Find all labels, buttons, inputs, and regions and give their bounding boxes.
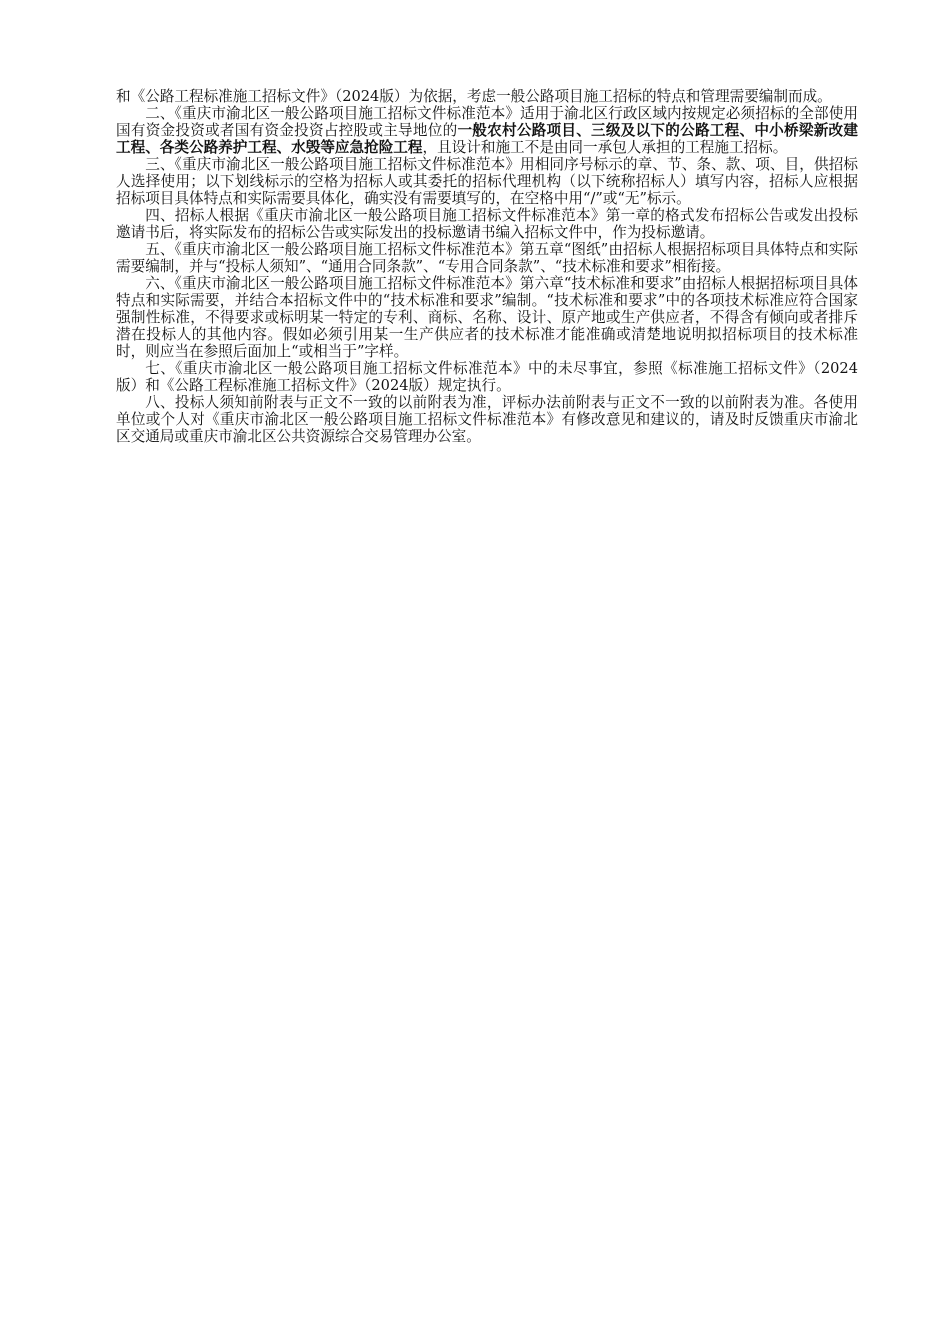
paragraph-text: 七、《重庆市渝北区一般公路项目施工招标文件标准范本》中的未尽事宜，参照《标准施工招标文件》（2024版）和《公路工程标准施工招标文件》（2024版）规定执行。 bbox=[116, 360, 858, 394]
paragraph-item-2 bbox=[116, 105, 858, 156]
paragraph-text: 三、《重庆市渝北区一般公路项目施工招标文件标准范本》用相同序号标示的章、节、条、款、项、目，供招标人选择使用；以下划线标示的空格为招标人或其委托的招标代理机构（以下统称招标人）填写内容，招标人应根据招标项目具体特点和实际需要具体化，确实没有需要填写的，在空格中用“/”或“无”标示。 bbox=[116, 156, 858, 207]
paragraph-intro-continuation bbox=[116, 88, 858, 105]
paragraph-text: 八、投标人须知前附表与正文不一致的以前附表为准，评标办法前附表与正文不一致的以前附表为准。各使用单位或个人对《重庆市渝北区一般公路项目施工招标文件标准范本》有修改意见和建议的，请及时反馈重庆市渝北区交通局或重庆市渝北区公共资源综合交易管理办公室。 bbox=[116, 394, 858, 445]
paragraph-text: 四、招标人根据《重庆市渝北区一般公路项目施工招标文件标准范本》第一章的格式发布招标公告或发出投标邀请书后，将实际发布的招标公告或实际发出的投标邀请书编入招标文件中，作为投标邀请。 bbox=[116, 207, 858, 241]
paragraph-item-6 bbox=[116, 275, 858, 360]
paragraph-item-3 bbox=[116, 156, 858, 207]
paragraph-item-8 bbox=[116, 394, 858, 445]
paragraph-item-7 bbox=[116, 360, 858, 394]
paragraph-text: 六、《重庆市渝北区一般公路项目施工招标文件标准范本》第六章“技术标准和要求”由招标人根据招标项目具体特点和实际需要，并结合本招标文件中的“技术标准和要求”编制。“技术标准和要求”中的各项技术标准应符合国家强制性标准，不得要求或标明某一特定的专利、商标、名称、设计、原产地或生产供应者，不得含有倾向或者排斥潜在投标人的其他内容。假如必须引用某一生产供应者的技术标准才能准确或清楚地说明拟招标项目的技术标准时，则应当在参照后面加上“或相当于”字样。 bbox=[116, 275, 858, 360]
paragraph-text: 和《公路工程标准施工招标文件》（2024版）为依据，考虑一般公路项目施工招标的特点和管理需要编制而成。 bbox=[116, 88, 832, 105]
paragraph-item-4 bbox=[116, 207, 858, 241]
document-page bbox=[116, 88, 858, 445]
paragraph-bold-text: 一般农村公路项目、三级及以下的公路工程、中小桥梁新改建工程、各类公路养护工程、水毁等应急抢险工程 bbox=[116, 122, 858, 156]
paragraph-item-5 bbox=[116, 241, 858, 275]
paragraph-text: 五、《重庆市渝北区一般公路项目施工招标文件标准范本》第五章“图纸”由招标人根据招标项目具体特点和实际需要编制，并与“投标人须知”、“通用合同条款”、“专用合同条款”、“技术标准和要求”相衔接。 bbox=[116, 241, 858, 275]
paragraph-text: 二、《重庆市渝北区一般公路项目施工招标文件标准范本》适用于渝北区行政区域内按规定必须招标的全部使用国有资金投资或者国有资金投资占控股或主导地位的 bbox=[116, 105, 858, 139]
paragraph-text: ，且设计和施工不是由同一承包人承担的工程施工招标。 bbox=[422, 139, 788, 156]
